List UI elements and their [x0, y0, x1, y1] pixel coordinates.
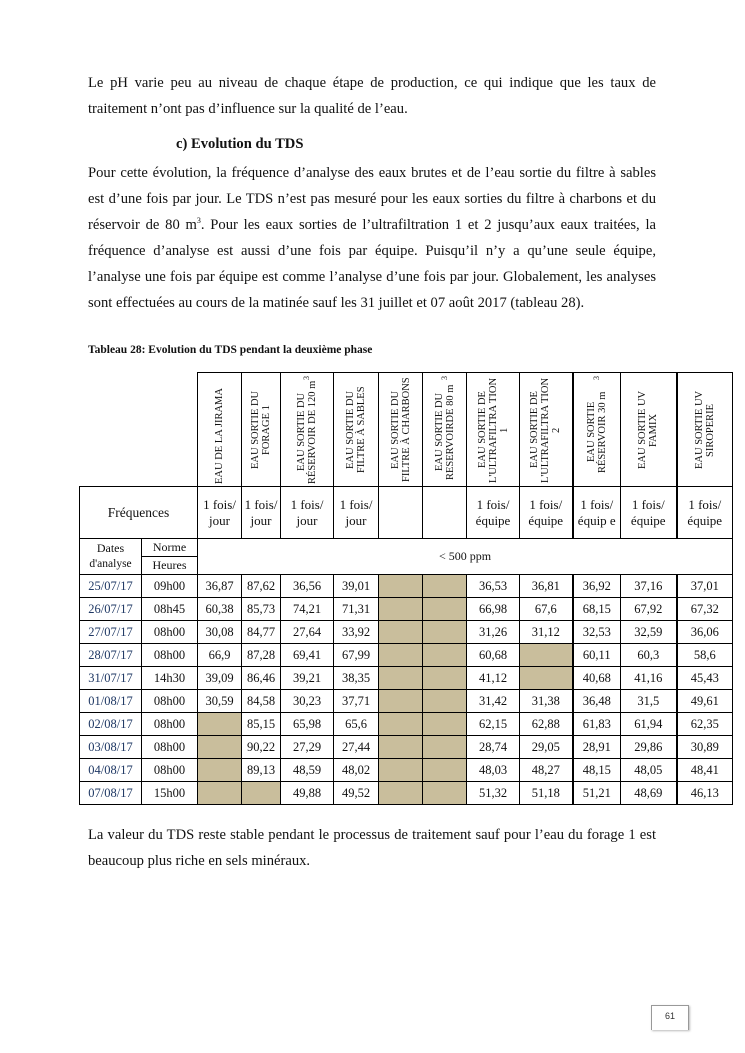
value-cell: 31,5	[621, 690, 677, 713]
column-header-text: EAU SORTIE DU FORAGE 1	[250, 390, 272, 469]
value-cell: 48,59	[281, 759, 334, 782]
value-cell: 66,98	[467, 598, 520, 621]
value-cell: 36,56	[281, 575, 334, 598]
body-paragraph-part1: Pour cette évolution, la fréquence d’analyse des eaux brutes et de l’eau sortie du filtre à sables est d’une fois par jour. Le TDS n’est pas mesuré pour les eaux sorties du filtre à charbons et du réservoir de 80 m	[88, 165, 656, 233]
date-cell: 25/07/17	[80, 575, 142, 598]
empty-cell	[423, 713, 467, 736]
analyse-label: d'analyse	[89, 558, 132, 570]
value-cell: 48,27	[520, 759, 573, 782]
value-cell: 36,87	[198, 575, 242, 598]
heure-cell: 09h00	[142, 575, 198, 598]
body-paragraph-sup: 3	[196, 216, 201, 226]
date-cell: 03/08/17	[80, 736, 142, 759]
date-cell: 01/08/17	[80, 690, 142, 713]
dates-label: Dates	[96, 541, 125, 555]
value-cell: 90,22	[242, 736, 281, 759]
date-cell: 04/08/17	[80, 759, 142, 782]
value-cell: 30,08	[198, 621, 242, 644]
column-header-label: EAU SORTIE DU RESERVOIRDE 80 m 3	[434, 376, 456, 484]
conclusion-paragraph: La valeur du TDS reste stable pendant le processus de traitement sauf pour l’eau du forage 1 est beaucoup plus riche en sels minéraux.	[88, 827, 656, 869]
column-header-3	[281, 373, 334, 487]
value-cell: 27,29	[281, 736, 334, 759]
value-cell: 30,23	[281, 690, 334, 713]
norme-label: Norme	[142, 539, 198, 557]
frequence-cell	[379, 487, 423, 539]
value-cell: 31,38	[520, 690, 573, 713]
value-cell: 68,15	[573, 598, 621, 621]
column-header-text: EAU SORTIE DU RÉSERVOIR DE 120 m	[296, 379, 318, 484]
column-header-text: EAU SORTIE UV SIROPERIE	[693, 390, 716, 469]
value-cell: 49,52	[334, 782, 379, 805]
value-cell: 27,44	[334, 736, 379, 759]
empty-cell	[198, 736, 242, 759]
empty-cell	[379, 690, 423, 713]
empty-cell	[379, 621, 423, 644]
value-cell: 39,09	[198, 667, 242, 690]
value-cell: 49,88	[281, 782, 334, 805]
empty-cell	[379, 598, 423, 621]
empty-cell	[423, 690, 467, 713]
empty-cell	[379, 713, 423, 736]
value-cell: 36,81	[520, 575, 573, 598]
column-header-label	[694, 376, 716, 484]
column-header-label	[477, 376, 510, 484]
value-cell: 67,92	[621, 598, 677, 621]
table-caption: Tableau 28: Evolution du TDS pendant la deuxième phase	[88, 344, 373, 356]
frequences-row	[80, 487, 733, 539]
value-cell: 40,68	[573, 667, 621, 690]
frequence-cell: 1 fois/ équipe	[677, 487, 733, 539]
empty-cell	[379, 644, 423, 667]
empty-cell	[423, 575, 467, 598]
empty-cell	[520, 644, 573, 667]
value-cell: 38,35	[334, 667, 379, 690]
value-cell: 37,16	[621, 575, 677, 598]
empty-cell	[423, 759, 467, 782]
value-cell: 61,83	[573, 713, 621, 736]
value-cell: 31,12	[520, 621, 573, 644]
value-cell: 61,94	[621, 713, 677, 736]
date-cell: 07/08/17	[80, 782, 142, 805]
value-cell: 51,32	[467, 782, 520, 805]
frequence-cell: 1 fois/ équip e	[573, 487, 621, 539]
value-cell: 46,13	[677, 782, 733, 805]
date-cell: 31/07/17	[80, 667, 142, 690]
value-cell: 60,11	[573, 644, 621, 667]
value-cell: 28,91	[573, 736, 621, 759]
frequence-cell: 1 fois/ jour	[198, 487, 242, 539]
value-cell: 89,13	[242, 759, 281, 782]
column-header-label	[345, 376, 367, 484]
column-header-text: EAU SORTIE DU FILTRE À CHARBONS	[389, 377, 412, 482]
column-header-row	[80, 373, 733, 487]
date-cell: 27/07/17	[80, 621, 142, 644]
value-cell: 31,26	[467, 621, 520, 644]
empty-cell	[423, 598, 467, 621]
value-cell: 65,98	[281, 713, 334, 736]
column-header-label	[214, 376, 225, 484]
heure-cell: 08h00	[142, 759, 198, 782]
table-row	[80, 759, 733, 782]
dates-label-cell	[80, 539, 142, 575]
value-cell: 51,21	[573, 782, 621, 805]
column-header-label: EAU SORTIE RÉSERVOIR 30 m 3	[586, 376, 608, 484]
empty-cell	[520, 667, 573, 690]
table-row	[80, 575, 733, 598]
column-header-9	[573, 373, 621, 487]
value-cell: 62,15	[467, 713, 520, 736]
value-cell: 51,18	[520, 782, 573, 805]
column-header-7	[467, 373, 520, 487]
column-header-text: EAU SORTIE RÉSERVOIR 30 m	[585, 390, 608, 473]
date-cell: 28/07/17	[80, 644, 142, 667]
empty-cell	[198, 782, 242, 805]
frequence-cell: 1 fois/ jour	[281, 487, 334, 539]
value-cell: 48,02	[334, 759, 379, 782]
value-cell: 39,21	[281, 667, 334, 690]
value-cell: 41,12	[467, 667, 520, 690]
value-cell: 67,99	[334, 644, 379, 667]
column-header-11	[677, 373, 733, 487]
value-cell: 27,64	[281, 621, 334, 644]
value-cell: 60,38	[198, 598, 242, 621]
value-cell: 29,86	[621, 736, 677, 759]
frequence-cell: 1 fois/ jour	[334, 487, 379, 539]
value-cell: 36,48	[573, 690, 621, 713]
value-cell: 32,59	[621, 621, 677, 644]
table-row	[80, 644, 733, 667]
column-header-text: EAU SORTIE DE L'ULTRAFILTRA TION 1	[476, 376, 510, 483]
value-cell: 60,3	[621, 644, 677, 667]
value-cell: 69,41	[281, 644, 334, 667]
value-cell: 49,61	[677, 690, 733, 713]
value-cell: 66,9	[198, 644, 242, 667]
value-cell: 48,05	[621, 759, 677, 782]
value-cell: 37,71	[334, 690, 379, 713]
value-cell: 85,15	[242, 713, 281, 736]
value-cell: 60,68	[467, 644, 520, 667]
value-cell: 30,89	[677, 736, 733, 759]
value-cell: 36,53	[467, 575, 520, 598]
empty-cell	[379, 575, 423, 598]
empty-cell	[379, 782, 423, 805]
heure-cell: 08h00	[142, 621, 198, 644]
empty-cell	[379, 736, 423, 759]
norme-row-1	[80, 539, 733, 557]
value-cell: 48,03	[467, 759, 520, 782]
column-header-text: EAU SORTIE DU RESERVOIRDE 80 m	[433, 383, 456, 480]
value-cell: 39,01	[334, 575, 379, 598]
value-cell: 48,41	[677, 759, 733, 782]
empty-cell	[423, 782, 467, 805]
table-row	[80, 621, 733, 644]
norme-value: < 500 ppm	[198, 539, 733, 575]
value-cell: 84,58	[242, 690, 281, 713]
column-header-text: EAU SORTIE DE L'ULTRAFILTRA TION 2	[529, 376, 563, 483]
value-cell: 36,06	[677, 621, 733, 644]
tds-table	[79, 372, 733, 805]
empty-cell	[379, 759, 423, 782]
value-cell: 74,21	[281, 598, 334, 621]
value-cell: 33,92	[334, 621, 379, 644]
value-cell: 71,31	[334, 598, 379, 621]
column-header-label: EAU SORTIE DU RÉSERVOIR DE 120 m 3	[296, 375, 318, 484]
value-cell: 87,62	[242, 575, 281, 598]
column-header-2	[242, 373, 281, 487]
frequences-label: Fréquences	[80, 487, 198, 539]
table-row	[80, 736, 733, 759]
value-cell: 62,35	[677, 713, 733, 736]
value-cell: 67,32	[677, 598, 733, 621]
empty-cell	[198, 713, 242, 736]
empty-cell	[423, 621, 467, 644]
frequence-cell: 1 fois/ équipe	[467, 487, 520, 539]
column-header-10	[621, 373, 677, 487]
value-cell: 31,42	[467, 690, 520, 713]
value-cell: 30,59	[198, 690, 242, 713]
empty-cell	[423, 736, 467, 759]
value-cell: 65,6	[334, 713, 379, 736]
column-header-label	[250, 376, 272, 484]
heure-cell: 08h45	[142, 598, 198, 621]
value-cell: 87,28	[242, 644, 281, 667]
value-cell: 58,6	[677, 644, 733, 667]
column-header-text: EAU SORTIE DU FILTRE À SABLES	[345, 386, 367, 473]
column-header-label	[637, 376, 659, 484]
value-cell: 48,69	[621, 782, 677, 805]
date-cell: 02/08/17	[80, 713, 142, 736]
column-header-text: EAU DE LA JIRAMA	[214, 387, 225, 484]
value-cell: 84,77	[242, 621, 281, 644]
header-corner	[80, 373, 198, 487]
value-cell: 45,43	[677, 667, 733, 690]
value-cell: 62,88	[520, 713, 573, 736]
value-cell: 28,74	[467, 736, 520, 759]
page-number: 61	[651, 1005, 689, 1030]
heure-cell: 08h00	[142, 713, 198, 736]
value-cell: 29,05	[520, 736, 573, 759]
value-cell: 36,92	[573, 575, 621, 598]
empty-cell	[379, 667, 423, 690]
column-header-6	[423, 373, 467, 487]
column-header-label	[529, 376, 562, 484]
table-row	[80, 782, 733, 805]
frequence-cell: 1 fois/ équipe	[520, 487, 573, 539]
value-cell: 85,73	[242, 598, 281, 621]
body-paragraph	[88, 160, 656, 316]
heures-label: Heures	[142, 557, 198, 575]
column-header-label	[390, 376, 412, 484]
table-row	[80, 598, 733, 621]
table-row	[80, 667, 733, 690]
column-header-5	[379, 373, 423, 487]
value-cell: 37,01	[677, 575, 733, 598]
column-header-text: EAU SORTIE UV FAMIX	[637, 390, 660, 469]
value-cell: 41,16	[621, 667, 677, 690]
table-row	[80, 690, 733, 713]
table-row	[80, 713, 733, 736]
empty-cell	[242, 782, 281, 805]
heure-cell: 14h30	[142, 667, 198, 690]
intro-paragraph: Le pH varie peu au niveau de chaque étape de production, ce qui indique que les taux de traitement n’ont pas d’influence sur la qualité de l’eau.	[88, 75, 656, 117]
value-cell: 67,6	[520, 598, 573, 621]
frequence-cell: 1 fois/ équipe	[621, 487, 677, 539]
heure-cell: 08h00	[142, 690, 198, 713]
empty-cell	[423, 644, 467, 667]
heure-cell: 15h00	[142, 782, 198, 805]
value-cell: 32,53	[573, 621, 621, 644]
column-header-1	[198, 373, 242, 487]
heure-cell: 08h00	[142, 644, 198, 667]
column-header-4	[334, 373, 379, 487]
section-heading: c) Evolution du TDS	[176, 136, 304, 152]
frequence-cell	[423, 487, 467, 539]
empty-cell	[198, 759, 242, 782]
empty-cell	[423, 667, 467, 690]
heure-cell: 08h00	[142, 736, 198, 759]
frequence-cell: 1 fois/ jour	[242, 487, 281, 539]
value-cell: 48,15	[573, 759, 621, 782]
column-header-8	[520, 373, 573, 487]
date-cell: 26/07/17	[80, 598, 142, 621]
value-cell: 86,46	[242, 667, 281, 690]
body-paragraph-part2: . Pour les eaux sorties de l’ultrafiltration 1 et 2 jusqu’aux eaux traitées, la fréquence d’analyse est aussi d’une fois par équipe. Puisqu’il n’y a qu’une seule équipe, l’analyse une fois par équipe est comme l’analyse d’une fois par jour. Globalement, les analyses sont effectuées au cours de la matinée sauf les 31 juillet et 07 août 2017 (tableau 28).	[88, 217, 656, 311]
